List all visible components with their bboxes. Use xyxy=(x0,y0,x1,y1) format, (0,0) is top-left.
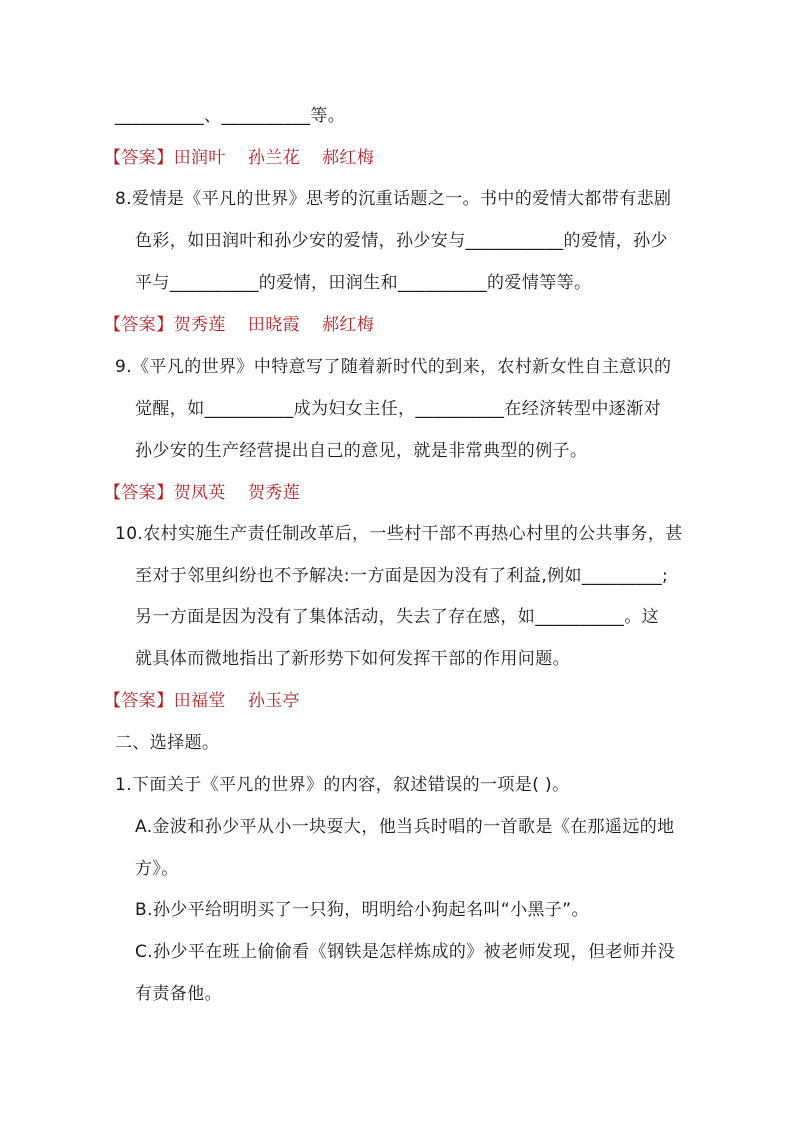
answer-name: 贺秀莲 xyxy=(173,315,226,335)
answer-name: 田晓霞 xyxy=(247,315,301,335)
answer-name: 田福堂 xyxy=(173,691,226,711)
answer-name: 孙玉亭 xyxy=(247,691,301,711)
text-line: 平与__________的爱情，田润生和__________的爱情等等。 xyxy=(135,273,592,293)
answer-line xyxy=(104,146,374,170)
text-line: 就具体而微地指出了新形势下如何发挥干部的作用问题。 xyxy=(135,649,570,669)
option-c-continued: 有责备他。 xyxy=(135,984,222,1004)
text-line: 孙少安的生产经营提出自己的意见，就是非常典型的例子。 xyxy=(135,441,588,461)
text-line: 觉醒，如__________成为妇女主任，__________在经济转型中逐渐对 xyxy=(135,399,661,419)
text-line: 色彩，如田润叶和孙少安的爱情，孙少安与___________的爱情，孙少 xyxy=(135,231,668,251)
answer-name: 贺秀莲 xyxy=(247,483,301,503)
answer-name: 孙兰花 xyxy=(247,148,301,168)
text-line: __________、__________等。 xyxy=(115,106,346,126)
answer-line xyxy=(104,481,300,505)
option-b: B.孙少平给明明买了一只狗，明明给小狗起名叫“小黑子”。 xyxy=(135,900,589,920)
answer-label: 【答案】 xyxy=(104,691,174,711)
option-a: A.金波和孙少平从小一块耍大，他当兵时唱的一首歌是《在那遥远的地 xyxy=(135,817,675,837)
answer-name: 贺凤英 xyxy=(173,483,226,503)
option-c: C.孙少平在班上偷偷看《钢铁是怎样炼成的》被老师发现，但老师并没 xyxy=(135,942,676,962)
answer-label: 【答案】 xyxy=(104,483,174,503)
text-line: 至对于邻里纠纷也不予解决:一方面是因为没有了利益,例如_________; xyxy=(135,566,669,586)
answer-label: 【答案】 xyxy=(104,315,174,335)
choice-question-1: 1.下面关于《平凡的世界》的内容，叙述错误的一项是( )。 xyxy=(115,775,570,795)
answer-line xyxy=(104,313,374,337)
question-9-line: 9.《平凡的世界》中特意写了随着新时代的到来，农村新女性自主意识的 xyxy=(115,357,672,377)
answer-label: 【答案】 xyxy=(104,148,174,168)
text-line: 另一方面是因为没有了集体活动，失去了存在感，如__________。这 xyxy=(135,607,659,627)
question-8-line: 8.爱情是《平凡的世界》思考的沉重话题之一。书中的爱情大都带有悲剧 xyxy=(115,189,672,209)
answer-name: 郝红梅 xyxy=(322,148,375,168)
section-heading: 二、选择题。 xyxy=(115,733,220,753)
answer-name: 田润叶 xyxy=(173,148,226,168)
question-10-line: 10.农村实施生产责任制改革后，一些村干部不再热心村里的公共事务，甚 xyxy=(115,524,683,544)
answer-line xyxy=(104,689,300,713)
answer-name: 郝红梅 xyxy=(322,315,375,335)
option-a-continued: 方》。 xyxy=(135,859,179,879)
